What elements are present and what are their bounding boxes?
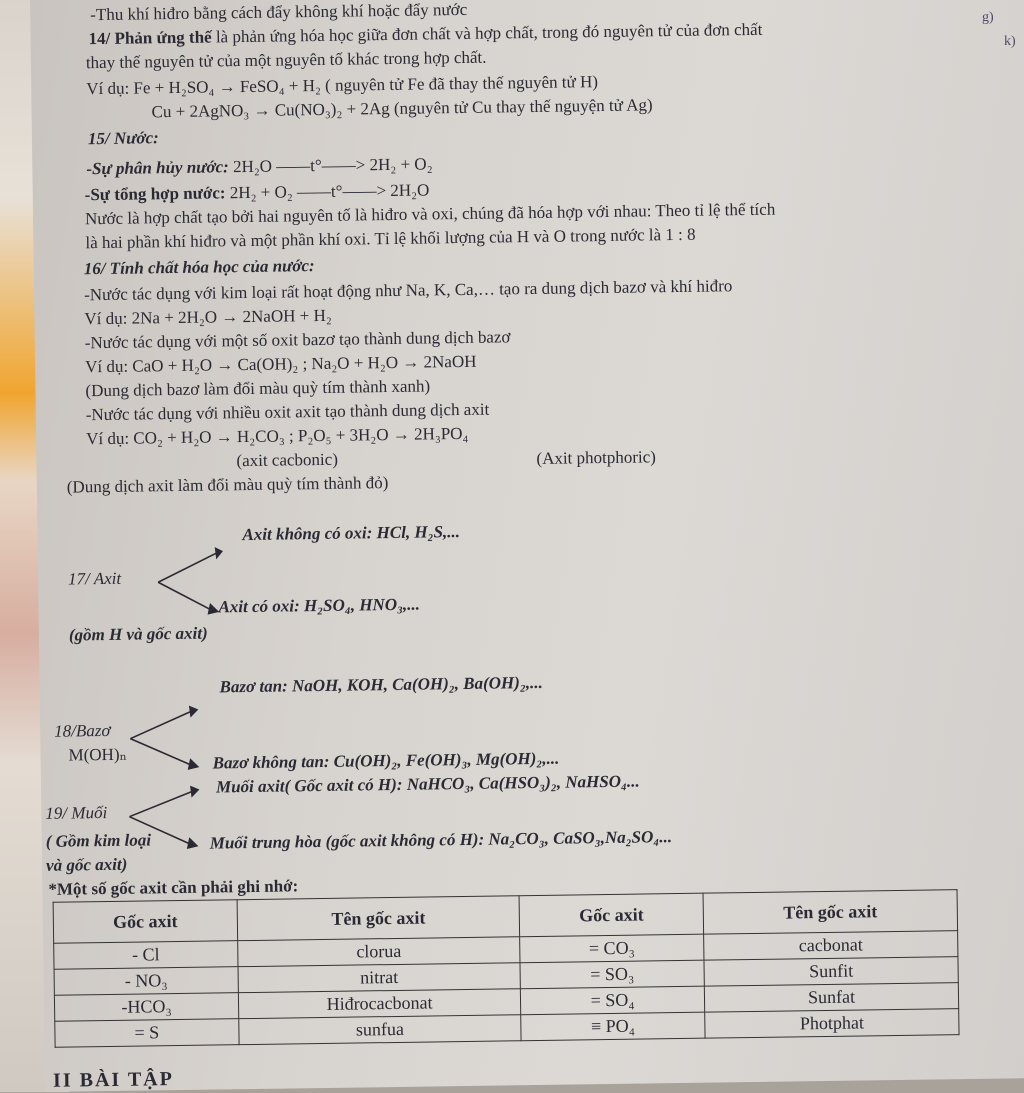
line-20: (Dung dịch axit làm đổi màu quỳ tím thành đỏ) [66,473,389,497]
line-13: Ví dụ: 2Na + 2H₂O → 2NaOH + H₂ [84,305,332,329]
arrow-18-down [130,738,190,766]
arrow-18-up [130,712,190,739]
section-16-title: 16/ Tính chất hóa học của nước: [83,256,315,279]
cell-name: nitrat [238,963,521,993]
acid-name-phosphoric: (Axit photphoric) [536,447,657,468]
acid-salt: Muối axit( Gốc axit có H): NaHCO₃, Ca(HSO₃)₂, NaHSO₄... [215,771,640,797]
line-1: -Thu khí hiđro bằng cách đẩy không khí hoặc đẩy nước [90,0,468,25]
cell-radical: = SO₃ [520,960,704,989]
worksheet-page [30,0,1024,1092]
decomposition-equation: 2H₂O ——t°——> 2H₂ + O₂ [228,154,433,177]
section-15-title: 15/ Nước: [87,128,159,149]
arrow-18-down-head [189,760,198,769]
line-10: là hai phần khí hiđro và một phần khí oxi. Tỉ lệ khối lượng của H và O trong nước là 1 : 8 [85,224,696,253]
line-12: -Nước tác dụng với kim loại rất hoạt động như Na, K, Ca,… tạo ra dung dịch bazơ và khí hiđro [83,276,733,305]
arrow-17-up-head [216,548,222,557]
table-caption: *Một số gốc axit cần phải ghi nhớ: [48,876,299,899]
cell-radical: - NO₃ [54,967,238,996]
synthesis-equation: 2H₂ + O₂ ——t°——> 2H₂O [225,180,430,203]
cell-radical: -HCO₃ [54,993,238,1022]
arrow-17-down [158,582,210,611]
acid-without-oxygen: Axit không có oxi: HCl, H₂S,... [242,522,461,545]
arrow-19-down-head [188,839,197,848]
base-formula: M(OH)ₙ [68,744,128,765]
section-14-text: là phản ứng hóa học giữa đơn chất và hợp chất, trong đó nguyên tử của đơn chất [211,19,763,47]
section-17-label: 17/ Axit [67,568,122,589]
arrow-19-up-head [191,787,198,796]
cell-radical: = SO₄ [521,986,705,1015]
arrow-19-up [129,792,191,817]
line-15: Ví dụ: CaO + H₂O → Ca(OH)₂ ; Na₂O + H₂O → 2NaOH [84,351,477,377]
line-3: thay thế nguyên tử của một nguyên tố khác trong hợp chất. [85,47,487,73]
acid-note: (gồm H và gốc axit) [68,623,208,645]
acid-radical-table [53,889,960,1048]
section-19-label: 19/ Muối [45,803,108,823]
cell-radical: - Cl [54,941,238,970]
line-4: Ví dụ: Fe + H₂SO₄ → FeSO₄ + H₂ ( nguyên tử Fe đã thay thế nguyên tử H) [86,72,599,99]
line-16: (Dung dịch bazơ làm đổi màu quỳ tím thành xanh) [85,376,431,401]
salt-note-2: và gốc axit) [45,854,128,875]
line-17: -Nước tác dụng với nhiều oxit axit tạo thành dung dịch axit [85,399,490,425]
branch-arrows [30,0,1002,880]
acid-name-carbonic: (axit cacbonic) [236,449,339,471]
header-radical-2: Gốc axit [519,893,703,937]
line-18: Ví dụ: CO₂ + H₂O → H₂CO₃ ; P₂O₅ + 3H₂O → 2H₃PO₄ [85,423,469,449]
cell-name: Sunfit [704,957,958,987]
cell-name: Photphat [705,1009,959,1039]
line-14: -Nước tác dụng với một số oxit bazơ tạo thành dung dịch bazơ [84,327,511,353]
synthesis-label: -Sự tổng hợp nước: [84,183,226,205]
cell-radical: = CO₃ [520,934,704,963]
neutral-salt: Muối trung hòa (gốc axit không có H): Na₂CO₃, CaSO₃,Na₂SO₄... [209,827,673,853]
header-radical-1: Gốc axit [53,900,237,944]
cell-name: Sunfat [704,983,958,1013]
soluble-base: Bazơ tan: NaOH, KOH, Ca(OH)₂, Ba(OH)₂,... [219,672,543,697]
cell-radical: = S [55,1019,239,1048]
section-18-label: 18/Bazơ [54,720,111,741]
side-mark-k: k) [1004,34,1016,49]
cell-name: cacbonat [704,931,958,961]
header-name-1: Tên gốc axit [237,896,520,941]
line-5: Cu + 2AgNO₃ → Cu(NO₃)₂ + 2Ag (nguyên tử Cu thay thế nguyện tử Ag) [151,95,653,122]
arrow-17-up [158,553,216,582]
header-name-2: Tên gốc axit [703,890,957,935]
acid-with-oxygen: Axit có oxi: H₂SO₄, HNO₃,... [218,594,421,617]
cell-radical: ≡ PO₄ [521,1012,705,1041]
arrow-19-down [129,816,189,845]
cell-name: clorua [238,937,521,967]
insoluble-base: Bazơ không tan: Cu(OH)₂, Fe(OH)₃, Mg(OH)₂,... [212,748,560,773]
cell-name: sunfua [239,1015,522,1045]
salt-note-1: ( Gồm kim loại [45,830,152,851]
arrow-17-down-head [208,604,217,613]
exercises-heading: II BÀI TẬP [52,1068,175,1092]
cell-name: Hiđrocacbonat [238,989,521,1019]
side-mark-g: g) [982,10,994,25]
decomposition-label: -Sự phân hủy nước: [86,157,229,179]
arrow-18-up-head [190,707,197,716]
section-14-title: 14/ Phản ứng thế [88,27,212,49]
line-9: Nước là hợp chất tạo bởi hai nguyên tố là hiđro và oxi, chúng đã hóa hợp với nhau: Theo tỉ lệ thể tích [84,199,776,229]
